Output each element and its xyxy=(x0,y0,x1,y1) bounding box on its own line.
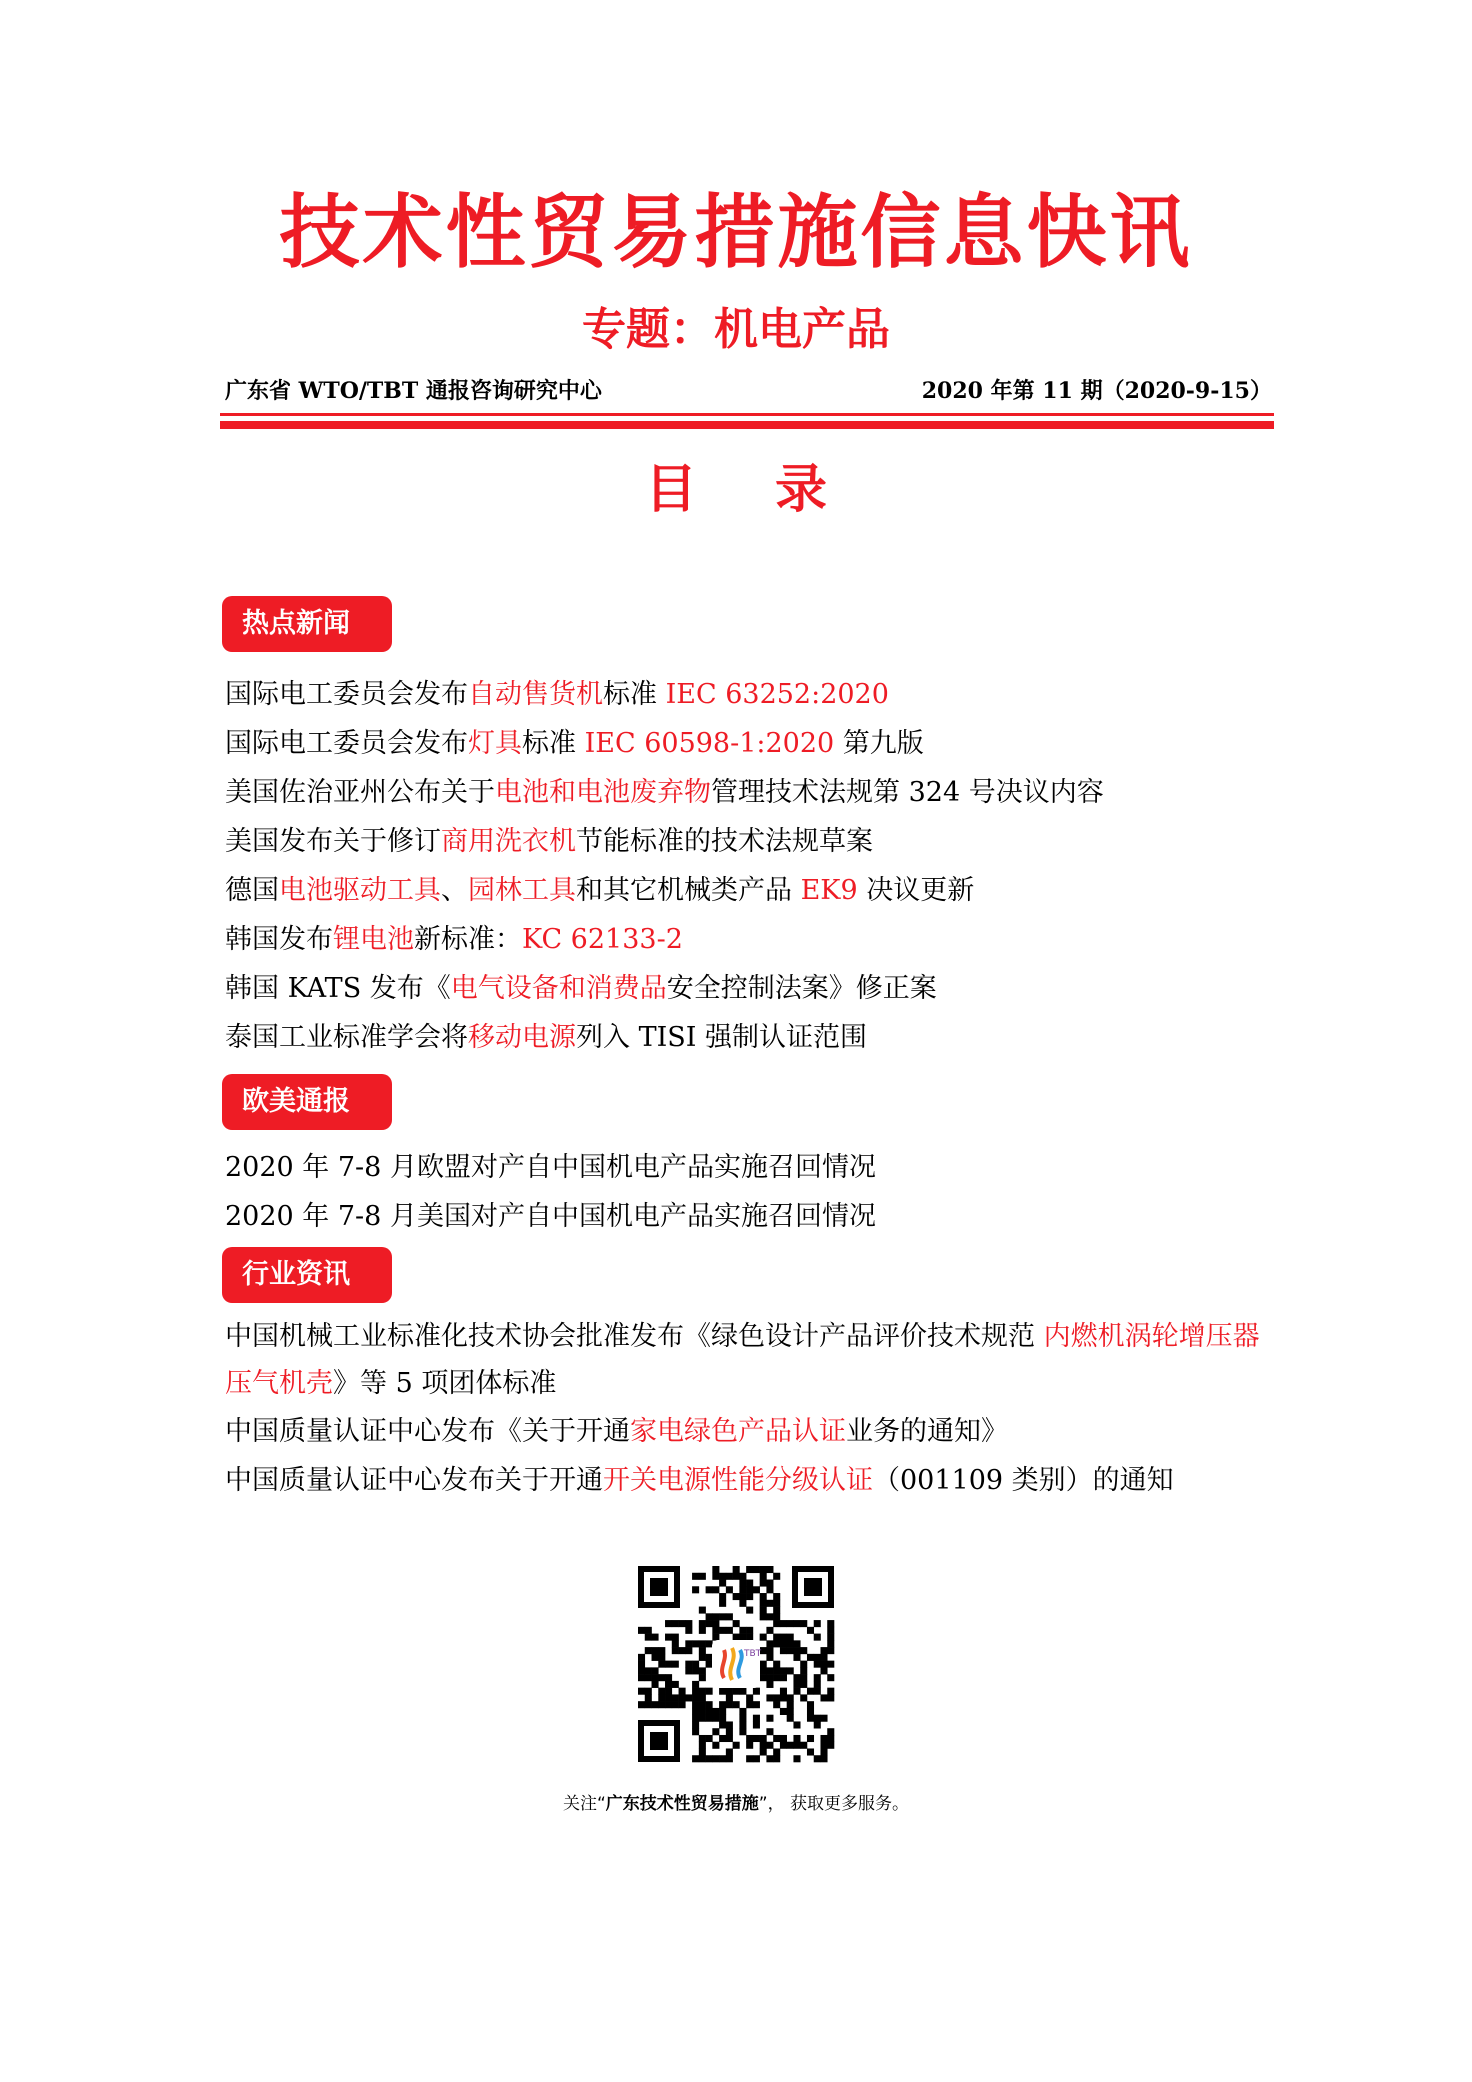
page-title: 技术性贸易措施信息快讯 xyxy=(279,186,1193,279)
item-text: 节能标准的技术法规草案 xyxy=(576,826,873,857)
highlight-term: 锂电池 xyxy=(333,924,414,955)
issuer-name: 广东省 WTO/TBT 通报咨询研究中心 xyxy=(225,378,602,404)
item-text: 2020 年 7-8 月美国对产自中国机电产品实施召回情况 xyxy=(225,1201,876,1232)
section-tag-hot-news: 热点新闻 xyxy=(222,596,392,652)
highlight-term: IEC 60598-1:2020 xyxy=(584,728,835,759)
highlight-term: 自动售货机 xyxy=(468,679,603,710)
section-tag-industry-info: 行业资讯 xyxy=(222,1247,392,1303)
header-rule-thin xyxy=(220,413,1274,416)
highlight-term: 商用洗衣机 xyxy=(441,826,576,857)
section-list xyxy=(225,1313,1275,1505)
highlight-term: EK9 xyxy=(800,875,858,906)
highlight-term: 电池驱动工具 xyxy=(279,875,441,906)
qr-finder-top-left xyxy=(638,1566,680,1608)
toc-item[interactable] xyxy=(225,1013,1275,1062)
item-text: 》等 5 项团体标准 xyxy=(333,1368,557,1399)
item-text: （001109 类别）的通知 xyxy=(873,1465,1174,1496)
item-text: 2020 年 7-8 月欧盟对产自中国机电产品实施召回情况 xyxy=(225,1152,876,1183)
tbt-logo-icon xyxy=(712,1640,762,1688)
toc-item[interactable] xyxy=(225,670,1275,719)
toc-item[interactable] xyxy=(225,915,1275,964)
highlight-term: 电池和电池废弃物 xyxy=(495,777,711,808)
item-text: 、 xyxy=(441,875,468,906)
toc-item[interactable] xyxy=(225,719,1275,768)
highlight-term: 灯具 xyxy=(468,728,522,759)
toc-item[interactable] xyxy=(225,866,1275,915)
item-text: 德国 xyxy=(225,875,279,906)
toc-item[interactable] xyxy=(225,817,1275,866)
item-text: 和其它机械类产品 xyxy=(576,875,801,906)
header-rule-thick xyxy=(220,421,1274,429)
qr-code[interactable] xyxy=(632,1560,840,1768)
section-list xyxy=(225,1143,1275,1241)
toc-item[interactable] xyxy=(225,1192,1275,1241)
item-text: 决议更新 xyxy=(857,875,975,906)
toc-item[interactable] xyxy=(225,768,1275,817)
item-text: 列入 TISI 强制认证范围 xyxy=(576,1022,868,1053)
toc-item[interactable] xyxy=(225,1313,1275,1407)
issue-number: 2020 年第 11 期（2020-9-15） xyxy=(921,378,1272,404)
toc-item[interactable] xyxy=(225,1143,1275,1192)
qr-finder-top-right xyxy=(792,1566,834,1608)
section-list xyxy=(225,670,1275,1062)
item-text: 国际电工委员会发布 xyxy=(225,679,468,710)
highlight-term: IEC 63252:2020 xyxy=(665,679,889,710)
item-text: 美国发布关于修订 xyxy=(225,826,441,857)
highlight-term: KC 62133-2 xyxy=(522,924,683,955)
item-text: 韩国发布 xyxy=(225,924,333,955)
qr-caption: 关注“广东技术性贸易措施”， 获取更多服务。 xyxy=(562,1794,910,1814)
highlight-term: 移动电源 xyxy=(468,1022,576,1053)
item-text: 泰国工业标准学会将 xyxy=(225,1022,468,1053)
page-subtitle: 专题：机电产品 xyxy=(582,304,890,355)
item-text: 国际电工委员会发布 xyxy=(225,728,468,759)
item-text: 新标准： xyxy=(414,924,522,955)
qr-code-image xyxy=(632,1560,840,1768)
toc-item[interactable] xyxy=(225,1407,1275,1456)
item-text: 中国质量认证中心发布关于开通 xyxy=(225,1465,603,1496)
highlight-term: 电气设备和消费品 xyxy=(450,973,667,1004)
toc-item[interactable] xyxy=(225,1456,1275,1505)
highlight-term: 家电绿色产品认证 xyxy=(630,1416,846,1447)
item-text: 业务的通知》 xyxy=(846,1416,1008,1447)
highlight-term: 开关电源性能分级认证 xyxy=(603,1465,873,1496)
item-text: 第九版 xyxy=(834,728,924,759)
item-text: 中国机械工业标准化技术协会批准发布《绿色设计产品评价技术规范 xyxy=(225,1321,1044,1352)
section-tag-eu-us-notice: 欧美通报 xyxy=(222,1074,392,1130)
item-text: 标准 xyxy=(522,728,585,759)
item-text: 韩国 KATS 发布《 xyxy=(225,973,451,1004)
item-text: 管理技术法规第 324 号决议内容 xyxy=(711,777,1104,808)
highlight-term: 内燃机涡轮增压器 压气机壳 xyxy=(225,1321,1260,1399)
qr-finder-bottom-left xyxy=(638,1720,680,1762)
highlight-term: 园林工具 xyxy=(468,875,576,906)
toc-heading: 目 录 xyxy=(644,460,828,520)
item-text: 美国佐治亚州公布关于 xyxy=(225,777,495,808)
item-text: 中国质量认证中心发布《关于开通 xyxy=(225,1416,630,1447)
toc-item[interactable] xyxy=(225,964,1275,1013)
item-text: 安全控制法案》修正案 xyxy=(666,973,937,1004)
svg-text:TBT: TBT xyxy=(744,1649,762,1659)
item-text: 标准 xyxy=(603,679,666,710)
